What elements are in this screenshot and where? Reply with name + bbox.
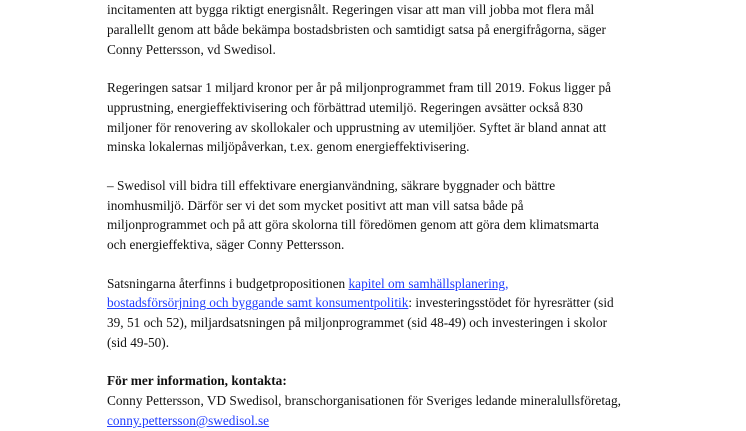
paragraph-line: – Swedisol vill bidra till effektivare energianvändning, säkrare byggnader och bättre (107, 177, 556, 193)
document-page (107, 0, 647, 431)
paragraph-line: upprustning, energieffektivisering och förbättrad utemiljö. Regeringen avsätter också 830 (107, 99, 583, 115)
link-text[interactable]: kapitel om samhällsplanering, (348, 275, 509, 291)
paragraph-line: inomhusmiljö. Därför ser vi det som mycket positivt att man vill satsa både på (107, 197, 524, 213)
paragraph-energy-goals (107, 0, 647, 59)
paragraph-line: incitamenten att bygga riktigt energisnålt. Regeringen visar att man vill jobba mot flera mål (107, 2, 595, 17)
paragraph-line: miljonprogrammet och på att göra skolorna till föredömen genom att göra dem klimatsmarta (107, 217, 599, 233)
paragraph-line: Regeringen satsar 1 miljard kronor per år på miljonprogrammet fram till 2019. Fokus ligger på (107, 79, 612, 95)
paragraph-text: Satsningarna återfinns i budgetpropositionen (107, 275, 349, 291)
contact-line: Conny Pettersson, VD Swedisol, branschorganisationen för Sveriges ledande mineralullsföretag, (107, 393, 621, 409)
contact-email-link[interactable]: conny.pettersson@swedisol.se (107, 412, 270, 428)
paragraph-line: 39, 51 och 52), miljardsatsningen på miljonprogrammet (sid 48-49) och investeringen i skolor (107, 315, 608, 331)
paragraph-million-program (107, 78, 647, 157)
paragraph-line: miljoner för renovering av skollokaler och upprustning av utemiljöer. Syftet är bland annat att (107, 119, 607, 135)
contact-details (107, 391, 647, 431)
paragraph-budget-references (107, 274, 647, 353)
paragraph-line: och energieffektiva, säger Conny Pettersson. (107, 237, 345, 253)
paragraph-line: minska lokalernas miljöpåverkan, t.ex. genom energieffektivisering. (107, 139, 470, 155)
paragraph-line: (sid 49-50). (107, 334, 170, 350)
paragraph-text: : investeringsstödet för hyresrätter (sid (408, 295, 614, 311)
paragraph-quote (107, 176, 647, 255)
contact-heading: För mer information, kontakta: (107, 373, 287, 389)
link-text[interactable]: bostadsförsörjning och byggande samt konsumentpolitik (107, 295, 409, 311)
paragraph-line: parallellt genom att både bekämpa bostadsbristen och samtidigt satsa på energifrågorna, säger (107, 21, 606, 37)
paragraph-line: Conny Pettersson, vd Swedisol. (107, 41, 276, 57)
